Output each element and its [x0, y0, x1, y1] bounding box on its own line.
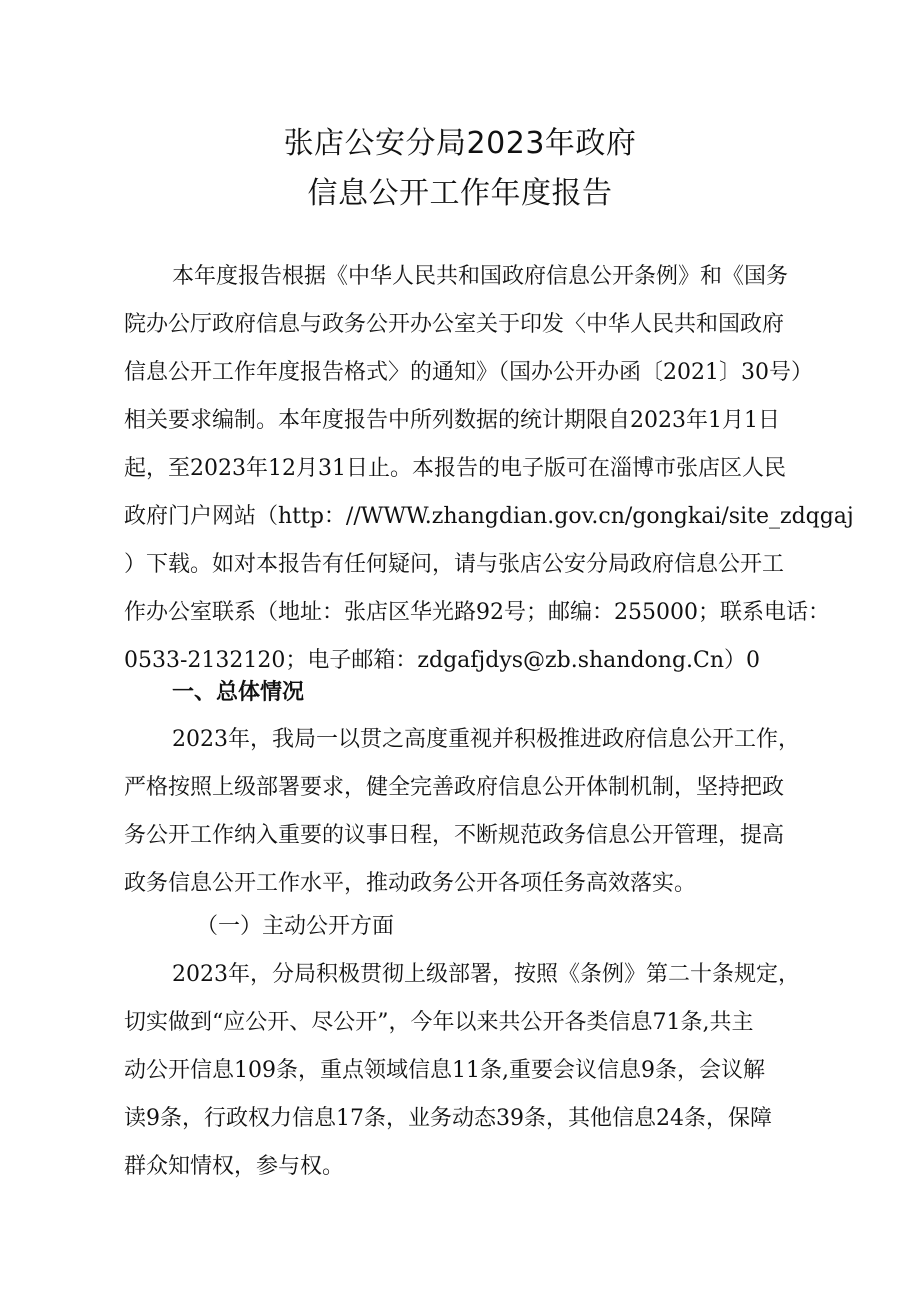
- intro-line: 院办公厅政府信息与政务公开办公室关于印发〈中华人民共和国政府: [124, 312, 785, 337]
- intro-paragraph: [124, 253, 854, 685]
- intro-line: ）下载。如对本报告有任何疑问，请与张店公安分局政府信息公开工: [124, 552, 785, 577]
- intro-line: 作办公室联系（地址：张店区华光路92号；邮编：255000；联系电话：: [124, 600, 830, 625]
- disclosure-line: 2023年，分局积极贯彻上级部署，按照《条例》第二十条规定，: [172, 962, 800, 987]
- intro-line: 0533-2132120；电子邮箱：zdgafjdys@zb.shandong.Cn）0: [124, 648, 761, 673]
- report-title-line-1: 张店公安分局2023年政府: [283, 126, 637, 161]
- intro-line: 信息公开工作年度报告格式〉的通知》（国办公开办函〔2021〕30号）: [124, 360, 813, 385]
- overview-line: 务公开工作纳入重要的议事日程，不断规范政务信息公开管理，提高: [124, 823, 785, 848]
- overview-line: 2023年，我局一以贯之高度重视并积极推进政府信息公开工作，: [172, 727, 800, 752]
- active-disclosure-paragraph: [124, 951, 844, 1191]
- subsection-active-disclosure: [124, 903, 844, 951]
- intro-line: 相关要求编制。本年度报告中所列数据的统计期限自2023年1月1日: [124, 408, 780, 433]
- disclosure-line: 读9条，行政权力信息17条，业务动态39条，其他信息24条，保障: [124, 1106, 772, 1131]
- overview-line: 政务信息公开工作水平，推动政务公开各项任务高效落实。: [124, 871, 697, 896]
- section-heading: 一、总体情况: [172, 680, 305, 705]
- intro-line: 本年度报告根据《中华人民共和国政府信息公开条例》和《国务: [172, 264, 789, 289]
- intro-line: 起，至2023年12月31日止。本报告的电子版可在淄博市张店区人民: [124, 456, 786, 481]
- disclosure-line: 动公开信息109条，重点领域信息11条,重要会议信息9条，会议解: [124, 1058, 765, 1083]
- subsection-heading: （一）主动公开方面: [196, 914, 395, 939]
- report-title-line-2: 信息公开工作年度报告: [307, 176, 613, 211]
- section-overview: [124, 669, 844, 717]
- disclosure-line: 切实做到“应公开、尽公开”，今年以来共公开各类信息71条,共主: [124, 1010, 754, 1035]
- overview-paragraph: [124, 716, 844, 908]
- overview-line: 严格按照上级部署要求，健全完善政府信息公开体制机制，坚持把政: [124, 775, 785, 800]
- disclosure-line: 群众知情权，参与权。: [124, 1154, 345, 1179]
- intro-line: 政府门户网站（http：//WWW.zhangdian.gov.cn/gongkai/site_zdqgaj: [124, 504, 854, 529]
